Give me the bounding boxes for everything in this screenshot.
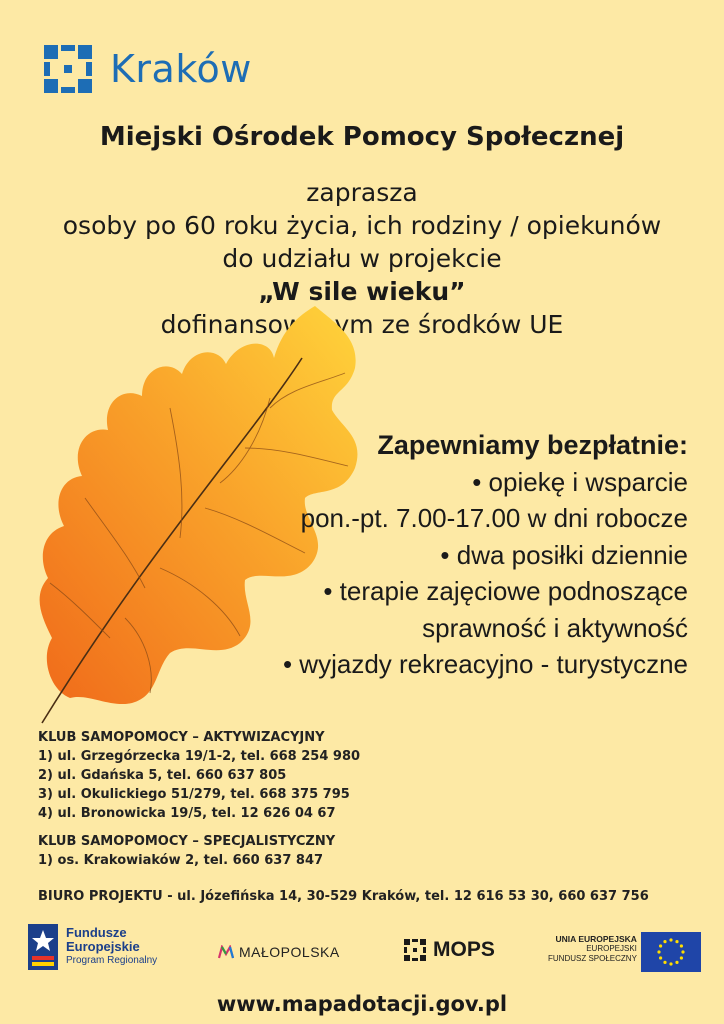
club-name: KLUB SAMOPOMOCY – SPECJALISTYCZNY (38, 834, 336, 849)
club-address: 4) ul. Bronowicka 19/5, tel. 12 626 04 67 (38, 806, 336, 821)
website-url[interactable]: www.mapadotacji.gov.pl (216, 992, 508, 1016)
malopolska-icon (218, 945, 234, 959)
invite-line-2: osoby po 60 roku życia, ich rodziny / opiekunów (62, 211, 662, 240)
project-name: „W sile wieku” (258, 277, 466, 306)
fundusze-europejskie-logo (28, 924, 157, 970)
club-address: 1) os. Krakowiaków 2, tel. 660 637 847 (38, 853, 324, 868)
offer-item: pon.-pt. 7.00-17.00 w dni robocze (300, 503, 688, 533)
invite-line-1: zaprasza (306, 178, 418, 207)
project-office: BIURO PROJEKTU - ul. Józefińska 14, 30-529 Kraków, tel. 12 616 53 30, 660 637 756 (38, 889, 649, 904)
club-name: KLUB SAMOPOMOCY – AKTYWIZACYJNY (38, 730, 325, 745)
krakow-logo-icon (44, 45, 92, 93)
fundusze-europejskie-icon (28, 924, 58, 970)
offer-title: Zapewniamy bezpłatnie: (377, 430, 688, 460)
invite-line-3: do udziału w projekcie (222, 244, 502, 273)
club-address: 1) ul. Grzegórzecka 19/1-2, tel. 668 254 980 (38, 749, 361, 764)
mops-logo (404, 938, 495, 962)
eu-line-3: FUNDUSZ SPOŁECZNY (548, 954, 637, 963)
eu-line-2: EUROPEJSKI (586, 944, 637, 953)
offer-item: • terapie zajęciowe podnoszące (323, 576, 688, 606)
fe-title-1: Fundusze (66, 925, 127, 940)
offer-list (283, 427, 688, 683)
eu-title: UNIA EUROPEJSKA (555, 934, 637, 944)
krakow-logo (44, 45, 252, 93)
offer-item: • opiekę i wsparcie (472, 466, 688, 497)
krakow-logo-text: Kraków (110, 47, 252, 91)
fe-subtitle: Program Regionalny (66, 955, 158, 966)
club-address: 3) ul. Okulickiego 51/279, tel. 668 375 795 (38, 787, 350, 802)
club-address: 2) ul. Gdańska 5, tel. 660 637 805 (38, 768, 287, 783)
fe-title-2: Europejskie (66, 939, 140, 954)
offer-item: • wyjazdy rekreacyjno - turystyczne (282, 649, 688, 679)
offer-item: sprawność i aktywność (422, 612, 688, 643)
offer-item: • dwa posiłki dziennie (440, 539, 688, 570)
eu-text (548, 934, 637, 964)
invite-line-5: dofinansowanym ze środków UE (160, 310, 564, 339)
mops-text: MOPS (433, 938, 495, 961)
mops-icon (404, 939, 426, 961)
malopolska-logo (218, 944, 340, 960)
eu-flag-icon (641, 932, 701, 972)
footer-logos (0, 924, 724, 976)
club-contacts (38, 728, 360, 870)
institution-title: Miejski Ośrodek Pomocy Społecznej (99, 122, 625, 152)
malopolska-text: MAŁOPOLSKA (239, 944, 340, 960)
